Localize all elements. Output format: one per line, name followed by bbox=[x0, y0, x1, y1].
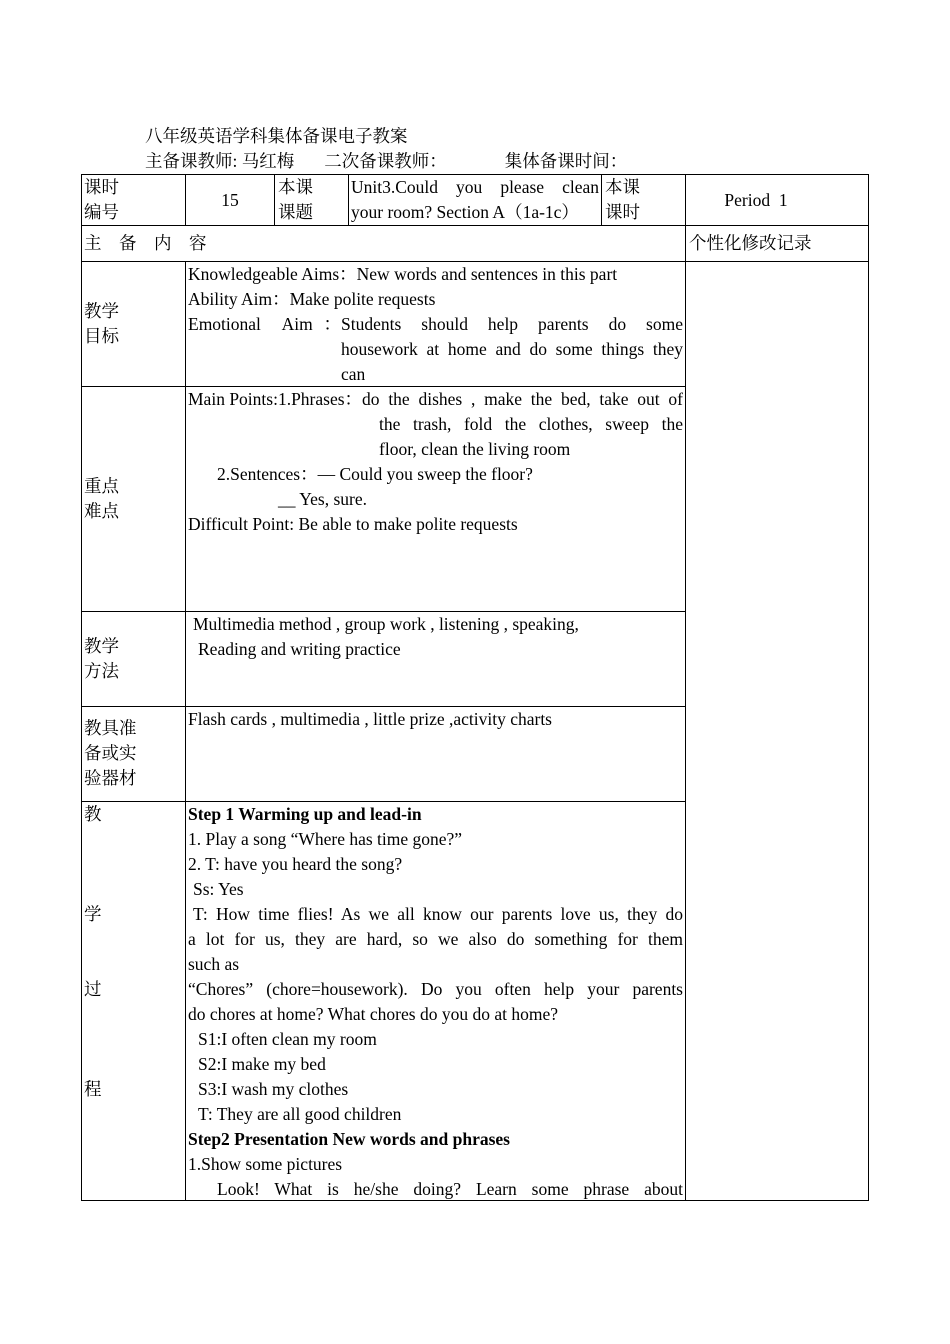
ability-aim: Ability Aim：Make polite requests bbox=[188, 289, 436, 309]
sentences-line: 2.Sentences：— Could you sweep the floor? bbox=[217, 464, 533, 484]
main-content-heading: 主 备 内 容 bbox=[84, 233, 207, 253]
materials-label: 教具准 备或实 验器材 bbox=[84, 718, 137, 788]
methods-content: Multimedia method , group work , listening , speaking, Reading and writing practice bbox=[193, 614, 579, 659]
main-teacher-label: 主备课教师: bbox=[145, 151, 242, 171]
lesson-topic-label: 本课 课题 bbox=[278, 177, 313, 222]
process-label-1: 教 bbox=[84, 804, 102, 824]
step2-title: Step2 Presentation New words and phrases bbox=[188, 1129, 510, 1149]
difficult-point: Difficult Point: Be able to make polite requests bbox=[188, 514, 518, 534]
process-label-4: 程 bbox=[84, 1079, 102, 1099]
lesson-number-label: 课时 编号 bbox=[84, 177, 119, 222]
methods-label: 教学 方法 bbox=[84, 636, 119, 681]
document-title: 八年级英语学科集体备课电子教案 bbox=[145, 126, 408, 146]
materials-content: Flash cards , multimedia , little prize ,activity charts bbox=[188, 709, 552, 729]
answer-line: __ Yes, sure. bbox=[278, 489, 367, 509]
prep-time-label: 集体备课时间： bbox=[504, 151, 628, 171]
objectives-content: Knowledgeable Aims：New words and sentences in this part Ability Aim：Make polite requests Emotional Aim ： Students should help parents do some housework at home and do some things they can bbox=[188, 264, 683, 384]
process-content: Step 1 Warming up and lead-in 1. Play a song “Where has time gone?” 2. T: have you heard the song? Ss: Yes T: How time flies! As we all know our parents love us, they do a lot for us, they are hard, so we also do something for them such as “Chores” (chore=housework). Do you often help your parents do chores at home? What chores do you do at home? S1:I often clean my room S2:I make my bed S3:I wash my clothes T: They are all good children Step2 Presentation New words and phrases 1.Show some pictures Look! What is he/she doing? Learn some phrase about bbox=[188, 804, 683, 1199]
step1-title: Step 1 Warming up and lead-in bbox=[188, 804, 422, 824]
second-teacher-label: 二次备课教师： bbox=[324, 151, 447, 171]
lesson-period-value: Period 1 bbox=[724, 190, 788, 210]
teacher-info-line bbox=[145, 149, 627, 174]
lesson-number-value: 15 bbox=[221, 190, 239, 210]
main-teacher-name: 马红梅 bbox=[241, 151, 295, 171]
revision-record-heading: 个性化修改记录 bbox=[689, 233, 812, 253]
key-points-content: Main Points:1.Phrases： do the dishes , make the bed, take out of the trash, fold the clothes, sweep the floor, clean the living room 2.Sentences：— Could you sweep the floor? __ Yes, sure. Difficult Point: Be able to make polite requests bbox=[188, 387, 683, 537]
process-label-3: 过 bbox=[84, 979, 102, 999]
lesson-topic-value: Unit3.Could you please clean your room? Section A（1a-1c） bbox=[351, 177, 599, 222]
objectives-label: 教学 目标 bbox=[84, 301, 119, 346]
key-points-label: 重点 难点 bbox=[84, 476, 119, 521]
lesson-period-label: 本课 课时 bbox=[605, 177, 640, 222]
phrases-line: Main Points:1.Phrases： do the dishes , make the bed, take out of bbox=[188, 389, 683, 409]
knowledge-aim: Knowledgeable Aims：New words and sentences in this part bbox=[188, 264, 618, 284]
process-label-2: 学 bbox=[84, 904, 102, 924]
emotional-aim: Emotional Aim ： Students should help parents do some bbox=[188, 314, 683, 334]
